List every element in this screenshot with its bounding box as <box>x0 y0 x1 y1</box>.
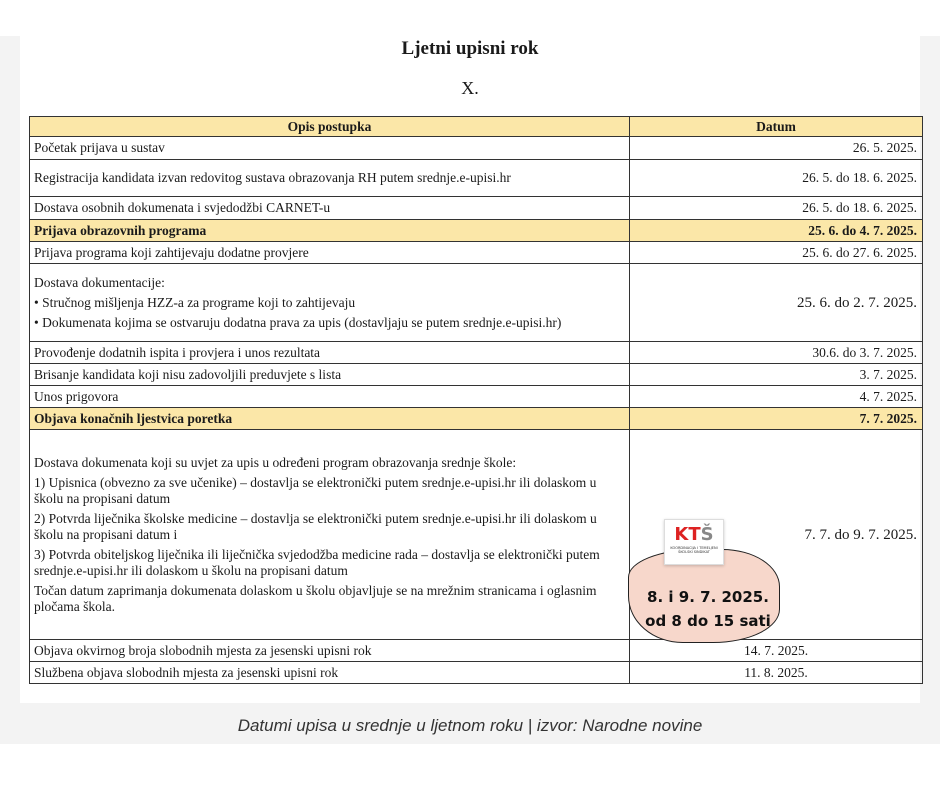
kts-logo-text: KTŠ <box>674 524 714 545</box>
table-header-row <box>30 117 923 137</box>
row-date: 25. 6. do 2. 7. 2025. <box>630 264 923 342</box>
kts-logo <box>664 519 724 565</box>
table-row <box>30 342 923 364</box>
table-row <box>30 662 923 684</box>
row-description: Objava okvirnog broja slobodnih mjesta za jesenski upisni rok <box>30 640 630 662</box>
section-number: X. <box>461 78 479 98</box>
row-date: 4. 7. 2025. <box>630 386 923 408</box>
row-date: 26. 5. do 18. 6. 2025. <box>630 197 923 220</box>
row-description: Službena objava slobodnih mjesta za jesenski upisni rok <box>30 662 630 684</box>
row-description-item: • Dokumenata kojima se ostvaruju dodatna prava za upis (dostavljaju se putem srednje.e-upisi.hr) <box>34 314 562 330</box>
table-row <box>30 264 923 342</box>
row-description <box>30 264 630 342</box>
document-title: Ljetni upisni rok <box>401 38 539 59</box>
row-description: Provođenje dodatnih ispita i provjera i unos rezultata <box>30 342 630 364</box>
table-row-highlighted <box>30 220 923 242</box>
kts-logo-subtext: KOORDINACIJA I TEMELJENI ŠKOLSKI SINDIKAT <box>670 546 718 554</box>
row-description-item: • Stručnog mišljenja HZZ-a za programe koji to zahtijevaju <box>34 294 356 310</box>
table-row <box>30 160 923 197</box>
annotation-line-2: od 8 do 15 sati <box>645 612 771 630</box>
row-description: Prijava obrazovnih programa <box>30 220 630 242</box>
row-description-item: 3) Potvrda obiteljskog liječnika ili liječnička svjedodžba medicine rada – dostavlja se elektronički putem srednje.e-upisi.hr ili dolaskom u školu na propisani datum <box>34 546 600 578</box>
row-description: Registracija kandidata izvan redovitog sustava obrazovanja RH putem srednje.e-upisi.hr <box>30 160 630 197</box>
row-description: Objava konačnih ljestvica poretka <box>30 408 630 430</box>
row-date: 7. 7. do 9. 7. 2025. <box>630 430 923 640</box>
row-description-heading: Dostava dokumentacije: <box>34 274 165 290</box>
row-description-item: Točan datum zaprimanja dokumenata dolaskom u školu objavljuje se na mrežnim stranicama i oglasnim pločama škola. <box>34 582 597 614</box>
row-description <box>30 430 630 640</box>
table-row <box>30 137 923 160</box>
row-date: 25. 6. do 27. 6. 2025. <box>630 242 923 264</box>
row-date: 30.6. do 3. 7. 2025. <box>630 342 923 364</box>
table-row-highlighted <box>30 408 923 430</box>
annotation-text <box>628 585 788 633</box>
row-description: Prijava programa koji zahtijevaju dodatne provjere <box>30 242 630 264</box>
row-description: Početak prijava u sustav <box>30 137 630 160</box>
row-date: 11. 8. 2025. <box>630 662 923 684</box>
row-description-item: 2) Potvrda liječnika školske medicine – dostavlja se elektronički putem srednje.e-upisi.hr ili dolaskom u školu na propisani datum i <box>34 510 597 542</box>
row-date: 7. 7. 2025. <box>630 408 923 430</box>
row-description: Dostava osobnih dokumenata i svjedodžbi CARNET-u <box>30 197 630 220</box>
row-date: 14. 7. 2025. <box>630 640 923 662</box>
table-row <box>30 364 923 386</box>
row-date: 3. 7. 2025. <box>630 364 923 386</box>
table-row <box>30 197 923 220</box>
schedule-table <box>29 116 923 684</box>
header-description: Opis postupka <box>30 117 630 137</box>
row-description: Brisanje kandidata koji nisu zadovoljili preduvjete s lista <box>30 364 630 386</box>
table-row <box>30 386 923 408</box>
row-description-heading: Dostava dokumenata koji su uvjet za upis u određeni program obrazovanja srednje škole: <box>34 454 517 470</box>
row-date: 26. 5. do 18. 6. 2025. <box>630 160 923 197</box>
row-description: Unos prigovora <box>30 386 630 408</box>
row-date: 26. 5. 2025. <box>630 137 923 160</box>
table-row <box>30 430 923 640</box>
table-row <box>30 640 923 662</box>
row-date: 25. 6. do 4. 7. 2025. <box>630 220 923 242</box>
header-date: Datum <box>630 117 923 137</box>
annotation-line-1: 8. i 9. 7. 2025. <box>647 588 769 606</box>
table-row <box>30 242 923 264</box>
row-description-item: 1) Upisnica (obvezno za sve učenike) – dostavlja se elektronički putem srednje.e-upisi.hr ili dolaskom u školu na propisani datum <box>34 474 597 506</box>
image-caption: Datumi upisa u srednje u ljetnom roku | izvor: Narodne novine <box>237 716 703 735</box>
